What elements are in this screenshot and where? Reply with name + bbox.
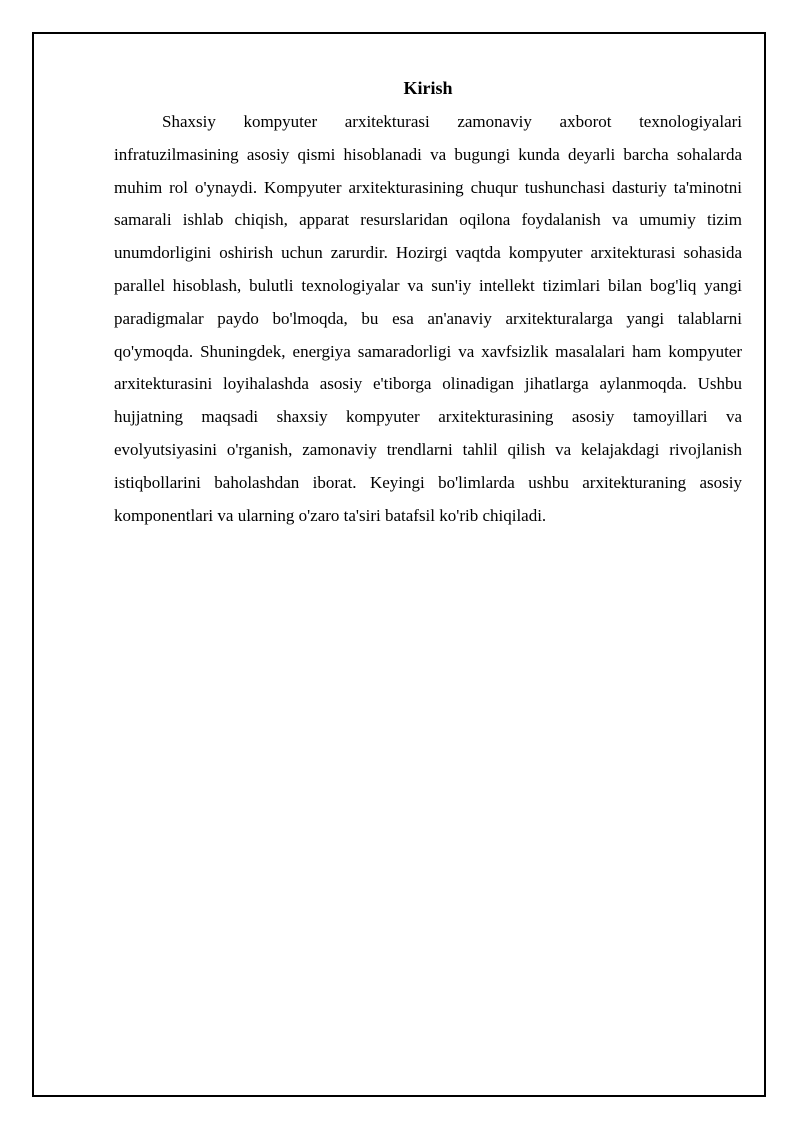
- section-title: Kirish: [403, 78, 453, 98]
- document-body: [114, 74, 742, 532]
- intro-paragraph: Shaxsiy kompyuter arxitekturasi zamonaviy axborot texnologiyalari infratuzilmasining asosiy qismi hisoblanadi va bugungi kunda deyarli barcha sohalarda muhim rol o'ynaydi. Kompyuter arxitekturasining chuqur tushunchasi dasturiy ta'minotni samarali ishlab chiqish, apparat resurslaridan oqilona foydalanish va umumiy tizim unumdorligini oshirish uchun zarurdir. Hozirgi vaqtda kompyuter arxitekturasi sohasida parallel hisoblash, bulutli texnologiyalar va sun'iy intellekt tizimlari bilan bog'liq yangi paradigmalar paydo bo'lmoqda, bu esa an'anaviy arxitekturalarga yangi talablarni qo'ymoqda. Shuningdek, energiya samaradorligi va xavfsizlik masalalari ham kompyuter arxitekturasini loyihalashda asosiy e'tiborga olinadigan jihatlarga aylanmoqda. Ushbu hujjatning maqsadi shaxsiy kompyuter arxitekturasining asosiy tamoyillari va evolyutsiyasini o'rganish, zamonaviy trendlarni tahlil qilish va kelajakdagi rivojlanish istiqbollarini baholashdan iborat. Keyingi bo'limlarda ushbu arxitekturaning asosiy komponentlari va ularning o'zaro ta'siri batafsil ko'rib chiqiladi.: [114, 112, 742, 525]
